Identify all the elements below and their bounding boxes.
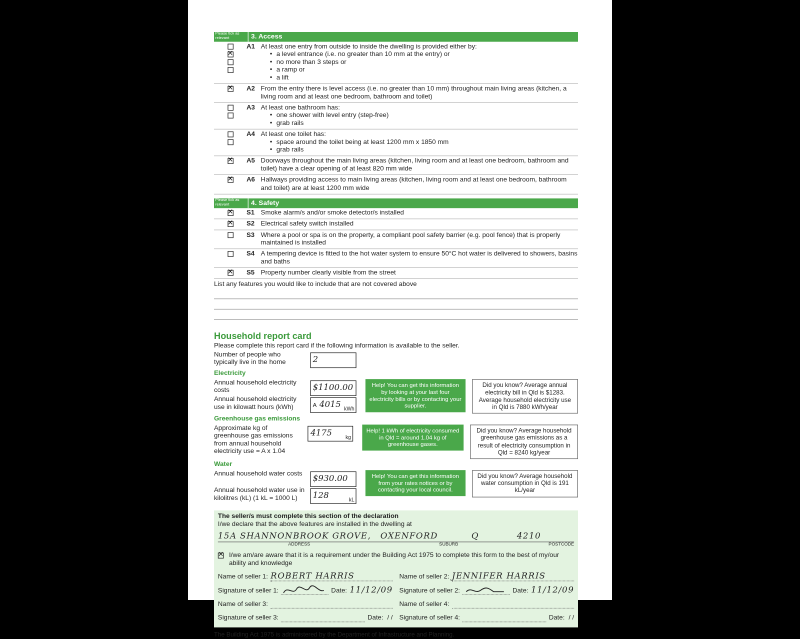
address-field[interactable] (218, 531, 574, 542)
water-cost-row (214, 470, 362, 487)
checkbox-group (214, 103, 247, 129)
checkbox[interactable] (227, 221, 233, 227)
checkbox-group (214, 230, 247, 248)
date3-value[interactable]: / / (387, 614, 393, 622)
item-code: S1 (246, 209, 255, 217)
signature-scribble (281, 585, 327, 595)
people-value: 2 (312, 355, 319, 366)
awareness-text: I/we am/are aware that it is a requirement under the Building Act 1975 to complete this form to the best of my/our ability and knowledge (228, 551, 560, 567)
elec-cost-row (214, 379, 362, 396)
checklist-row (214, 208, 578, 219)
checkbox[interactable] (227, 232, 233, 238)
item-code: S3 (246, 231, 255, 239)
item-text-block (261, 42, 578, 84)
item-text: At least one bathroom has: (260, 104, 340, 112)
item-text-block (261, 130, 578, 156)
water-cost-value: $930.00 (312, 474, 348, 484)
seller3-label: Name of seller 3: (217, 600, 268, 608)
water-fields (214, 470, 362, 504)
checklist-row (214, 156, 578, 175)
electricity-block (214, 379, 578, 413)
elec-cost-field[interactable] (310, 381, 356, 397)
checklist-row (214, 42, 578, 84)
access-list (214, 42, 578, 194)
suburb-value: OXENFORD (380, 531, 438, 542)
checkbox[interactable] (227, 113, 233, 119)
elec-use-field[interactable] (310, 398, 356, 414)
caption-suburb: SUBURB (439, 542, 459, 548)
item-text-block (261, 230, 578, 248)
checkbox[interactable] (227, 158, 233, 164)
item-code: A1 (246, 43, 255, 51)
declaration-heading: The seller/s must complete this section of the declaration (217, 513, 399, 521)
bullet-item: • a lift (276, 74, 578, 82)
elec-use-prefix: A (312, 402, 317, 409)
checkbox-group (214, 268, 247, 278)
seller2-name[interactable]: JENNIFER HARRIS (452, 571, 574, 581)
report-intro: Please complete this report card if the following information is available to the seller. (214, 342, 460, 350)
item-code: S2 (246, 220, 255, 228)
item-text: Hallways providing access to main living areas (kitchen, living room and at least one bedroom, bathroom and toilet) are at least 1200 mm wide (260, 176, 567, 192)
awareness-row (218, 552, 574, 568)
checkbox-group (214, 42, 247, 84)
item-text: From the entry there is level access (i.e. no greater than 10 mm) throughout main living areas (kitchen, a living room and at least one bedroom, bathroom and toilet) (260, 85, 567, 101)
checkbox[interactable] (227, 270, 233, 276)
elec-use-unit: kWh (344, 405, 355, 412)
elec-cost-label: Annual household electricity costs (214, 379, 297, 395)
bullet-item: • space around the toilet being at least 1200 mm x 1850 mm (276, 139, 578, 147)
caption-postcode: POSTCODE (548, 542, 575, 548)
sig4-label: Signature of seller 4: (399, 614, 460, 622)
elec-use-row (214, 396, 362, 413)
checkbox[interactable] (227, 139, 233, 145)
water-use-row (214, 487, 362, 504)
checkbox[interactable] (227, 52, 233, 58)
electricity-heading: Electricity (214, 370, 246, 378)
item-code: S4 (246, 250, 255, 258)
checklist-row (214, 103, 578, 130)
water-cost-label: Annual household water costs (214, 470, 303, 478)
checkbox[interactable] (227, 177, 233, 183)
checkbox[interactable] (227, 105, 233, 111)
document-page (188, 0, 612, 639)
item-text: Property number clearly visible from the street (260, 269, 396, 277)
item-code: S5 (246, 269, 255, 277)
gas-did-you-know: Did you know? Average household greenhouse gas emissions as a result of electricity consumption in Qld = 8240 kg/year (470, 425, 578, 459)
seller4-label: Name of seller 4: (399, 600, 450, 608)
checkbox-group (214, 249, 247, 267)
seller2-label: Name of seller 2: (399, 573, 450, 581)
date3-label: Date: (367, 614, 384, 622)
water-block (214, 470, 578, 504)
electricity-fields (214, 379, 362, 413)
seller3-name[interactable] (271, 599, 393, 609)
checkbox-group (214, 175, 247, 193)
tick-label: Please tick as relevant (214, 198, 248, 208)
sig1-label: Signature of seller 1: (217, 587, 279, 595)
checkbox[interactable] (227, 251, 233, 257)
item-text: Smoke alarm/s and/or smoke detector/s installed (260, 209, 404, 217)
date2-label: Date: (512, 587, 529, 595)
item-text: Where a pool or spa is on the property, a compliant pool safety barrier (e.g. pool fence) that is properly maintained is installed (260, 231, 561, 247)
report-card-title: Household report card (214, 330, 312, 341)
bullet-item: • one shower with level entry (step-free) (276, 112, 578, 120)
seller-declaration (214, 510, 578, 627)
section-title: 4. Safety (251, 198, 280, 207)
bullet-item: • no more than 3 steps or (276, 59, 578, 67)
item-text: At least one entry from outside to inside the dwelling is provided either by: (260, 43, 477, 51)
water-did-you-know: Did you know? Average household water consumption in Qld is 191 kL/year (472, 470, 578, 497)
checkbox[interactable] (227, 210, 233, 216)
declaration-line: I/we declare that the above features are installed in the dwelling at (217, 520, 412, 529)
electricity-did-you-know: Did you know? Average annual electricity bill in Qld is $1283. Average household electricity use in Qld is 7880 kWh/year (472, 379, 578, 413)
checkbox-group (214, 156, 247, 174)
checkbox[interactable] (227, 67, 233, 73)
gas-field[interactable] (308, 426, 353, 442)
water-heading: Water (214, 461, 233, 469)
section-title: 3. Access (251, 32, 283, 41)
signature-2[interactable] (463, 585, 510, 595)
awareness-checkbox[interactable] (218, 552, 224, 558)
signature-scribble (463, 585, 508, 595)
checkbox[interactable] (227, 132, 233, 138)
water-cost-field[interactable] (310, 471, 356, 487)
bullet-item: • a level entrance (i.e. no greater than 10 mm at the entry) or (276, 51, 578, 59)
checklist-row (214, 230, 578, 249)
item-text-block (261, 249, 578, 267)
item-text-block (261, 219, 578, 229)
seller4-name[interactable] (452, 599, 574, 609)
checklist-row (214, 175, 578, 194)
postcode-value: 4210 (516, 531, 542, 542)
date4-value[interactable]: / / (568, 614, 575, 622)
gas-help-box: Help! 1 kWh of electricity consumed in Qld = around 1.04 kg of greenhouse gases. (362, 425, 464, 451)
checkbox-group (214, 84, 247, 102)
signature-4[interactable] (463, 613, 547, 623)
date1-label: Date: (331, 587, 347, 595)
checklist-row (214, 268, 578, 279)
checkbox[interactable] (227, 59, 233, 65)
date4-label: Date: (548, 614, 565, 622)
elec-use-label: Annual household electricity use in kilowatt hours (kWh) (214, 396, 297, 412)
checkbox[interactable] (227, 86, 233, 92)
people-field[interactable] (310, 353, 356, 369)
seller-names-row-2 (218, 599, 574, 609)
item-text-block (261, 84, 578, 102)
people-label: Number of people who typically live in the home (214, 351, 286, 367)
checklist-row (214, 84, 578, 103)
water-use-field[interactable] (310, 488, 356, 504)
bullet-list (261, 139, 578, 155)
blank-line[interactable] (214, 309, 578, 319)
sig2-label: Signature of seller 2: (399, 587, 460, 595)
electricity-help-box: Help! You can get this information by looking at your last four electricity bills or by contacting your supplier. (365, 379, 465, 412)
item-code: A5 (246, 157, 255, 165)
elec-cost-value: $1100.00 (312, 383, 354, 393)
state-value: Q (471, 531, 479, 542)
item-text-block (261, 156, 578, 174)
section-4-header (214, 198, 578, 208)
water-use-value: 128 (312, 490, 329, 501)
bullet-list (261, 112, 578, 128)
signatures-row-2 (218, 613, 574, 623)
seller1-name[interactable]: ROBERT HARRIS (271, 571, 393, 581)
checkbox-group (214, 219, 247, 229)
signatures-row-1 (218, 585, 574, 595)
date2-value[interactable]: 11/12/09 (530, 584, 575, 595)
checklist-row (214, 130, 578, 157)
bullet-list (261, 51, 578, 82)
item-text-block (261, 208, 578, 218)
footer-note: The Building Act 1975 is administered by the Department of Infrastructure and Planning. (214, 631, 455, 639)
item-code: A2 (246, 85, 255, 93)
item-code: A3 (246, 104, 255, 112)
list-prompt: List any features you would like to include that are not covered above (214, 280, 417, 288)
item-text-block (261, 103, 578, 129)
item-text: A tempering device is fitted to the hot water system to ensure 50°C hot water is delivered to showers, basins and baths (260, 250, 578, 266)
form-body (214, 32, 578, 639)
water-help-box: Help! You can get this information from your rates notices or by contacting your local council. (365, 470, 465, 496)
caption-address: ADDRESS (288, 542, 311, 548)
item-text-block (261, 268, 578, 278)
item-text: Electrical safety switch installed (260, 220, 354, 228)
item-code: A6 (246, 176, 255, 184)
people-row (214, 351, 578, 368)
signature-1[interactable] (281, 585, 328, 595)
tick-label: Please tick as relevant (214, 32, 248, 42)
item-text-block (261, 175, 578, 193)
seller1-label: Name of seller 1: (217, 573, 268, 581)
address-value: 15A SHANNONBROOK GROVE, (217, 531, 372, 542)
signature-3[interactable] (281, 613, 365, 623)
gas-heading: Greenhouse gas emissions (214, 415, 301, 423)
section-3-header (214, 32, 578, 42)
item-text: Doorways throughout the main living areas (kitchen, living room and at least one bedroom, bathroom and toilet) have a clear opening of at least 820 mm wide (260, 157, 569, 173)
gas-unit: kg (345, 434, 351, 441)
item-text: At least one toilet has: (260, 131, 326, 139)
checkbox-group (214, 130, 247, 156)
water-use-unit: kL (348, 496, 355, 503)
checkbox-group (214, 208, 247, 218)
blank-line[interactable] (214, 289, 578, 299)
gas-label: Approximate kg of greenhouse gas emissions from annual household electricity use = A x 1.04 (214, 424, 293, 456)
gas-block (214, 425, 578, 459)
bullet-item: • grab rails (276, 120, 578, 128)
address-captions (218, 543, 574, 548)
seller-names-row-1 (218, 571, 574, 581)
gas-value: 4175 (310, 428, 332, 439)
sig3-label: Signature of seller 3: (217, 614, 279, 622)
checklist-row (214, 249, 578, 268)
blank-line[interactable] (214, 299, 578, 309)
bullet-item: • a ramp or (276, 67, 578, 75)
checklist-row (214, 219, 578, 230)
elec-use-value: 4015 (319, 400, 341, 410)
item-code: A4 (246, 131, 255, 139)
water-use-label: Annual household water use in kilolitres (kL) (1 kL = 1000 L) (214, 487, 305, 503)
bullet-item: • grab rails (276, 147, 578, 155)
safety-list (214, 208, 578, 279)
date1-value[interactable]: 11/12/09 (349, 584, 393, 595)
